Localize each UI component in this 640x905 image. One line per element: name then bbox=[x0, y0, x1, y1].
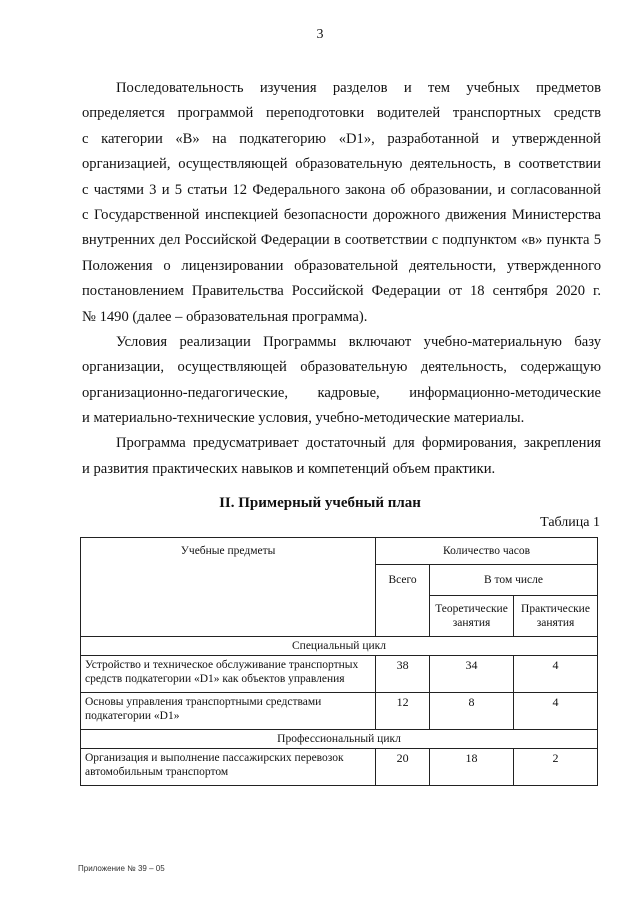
paragraph-line: Последовательность изучения разделов и тем учебных предметов bbox=[116, 80, 601, 96]
header-theory: Теоретические занятия bbox=[430, 596, 514, 637]
curriculum-table bbox=[80, 537, 598, 786]
practice-cell: 4 bbox=[514, 693, 598, 730]
paragraph-line: и развития практических навыков и компетенций объем практики. bbox=[82, 460, 496, 477]
paragraph-line: постановлением Правительства Российской Федерации от 18 сентября 2020 г. bbox=[82, 283, 601, 300]
theory-cell: 18 bbox=[430, 749, 514, 786]
paragraph-line: внутренних дел Российской Федерации в соответствии с подпунктом «в» пункта 5 bbox=[82, 232, 601, 249]
header-subjects: Учебные предметы bbox=[81, 538, 376, 637]
theory-cell: 8 bbox=[430, 693, 514, 730]
paragraph-line: определяется программой переподготовки водителей транспортных средств bbox=[82, 105, 601, 122]
table-cycle-row bbox=[81, 637, 598, 656]
header-practice: Практические занятия bbox=[514, 596, 598, 637]
section-title: II. Примерный учебный план bbox=[219, 495, 421, 511]
paragraph-line: № 1490 (далее – образовательная программа). bbox=[82, 308, 368, 325]
header-total: Всего bbox=[376, 565, 430, 637]
table-header-row bbox=[81, 538, 598, 565]
table-cycle-row bbox=[81, 730, 598, 749]
paragraph-line: Положения о лицензировании образовательной деятельности, утвержденного bbox=[82, 257, 601, 274]
body-text bbox=[82, 76, 601, 482]
header-hours: Количество часов bbox=[376, 538, 598, 565]
table-row bbox=[81, 749, 598, 786]
paragraph-line: организации, осуществляющей образовательную деятельность, содержащую bbox=[82, 359, 601, 376]
paragraph-line: Программа предусматривает достаточный для формирования, закрепления bbox=[116, 435, 601, 452]
practice-cell: 2 bbox=[514, 749, 598, 786]
cycle-special: Специальный цикл bbox=[81, 637, 598, 656]
table-row bbox=[81, 693, 598, 730]
paragraph-line: организационно-педагогические, кадровые, информационно-методические bbox=[82, 384, 601, 401]
paragraph-line: организацией, осуществляющей образовательную деятельность, в соответствии bbox=[82, 156, 601, 173]
practice-cell: 4 bbox=[514, 656, 598, 693]
paragraph-line: с частями 3 и 5 статьи 12 Федерального закона об образовании, и согласованной bbox=[82, 181, 601, 198]
table-row bbox=[81, 656, 598, 693]
paragraph-line: с Государственной инспекцией безопасности дорожного движения Министерства bbox=[82, 206, 601, 223]
theory-cell: 34 bbox=[430, 656, 514, 693]
table-caption: Таблица 1 bbox=[540, 515, 600, 530]
total-cell: 12 bbox=[376, 693, 430, 730]
subject-cell: Устройство и техническое обслуживание транспортных средств подкатегории «D1» как объектов управления bbox=[81, 656, 376, 693]
page-number: 3 bbox=[316, 27, 324, 42]
header-including: В том числе bbox=[430, 565, 598, 596]
footer-note: Приложение № 39 – 05 bbox=[78, 864, 165, 873]
paragraph-line: с категории «В» на подкатегорию «D1», разработанной и утвержденной bbox=[82, 130, 601, 147]
paragraph-line: и материально-технические условия, учебно-методические материалы. bbox=[82, 410, 525, 427]
total-cell: 20 bbox=[376, 749, 430, 786]
subject-cell: Основы управления транспортными средствами подкатегории «D1» bbox=[81, 693, 376, 730]
paragraph-line: Условия реализации Программы включают учебно-материальную базу bbox=[116, 333, 601, 350]
cycle-professional: Профессиональный цикл bbox=[81, 730, 598, 749]
total-cell: 38 bbox=[376, 656, 430, 693]
subject-cell: Организация и выполнение пассажирских перевозок автомобильным транспортом bbox=[81, 749, 376, 786]
